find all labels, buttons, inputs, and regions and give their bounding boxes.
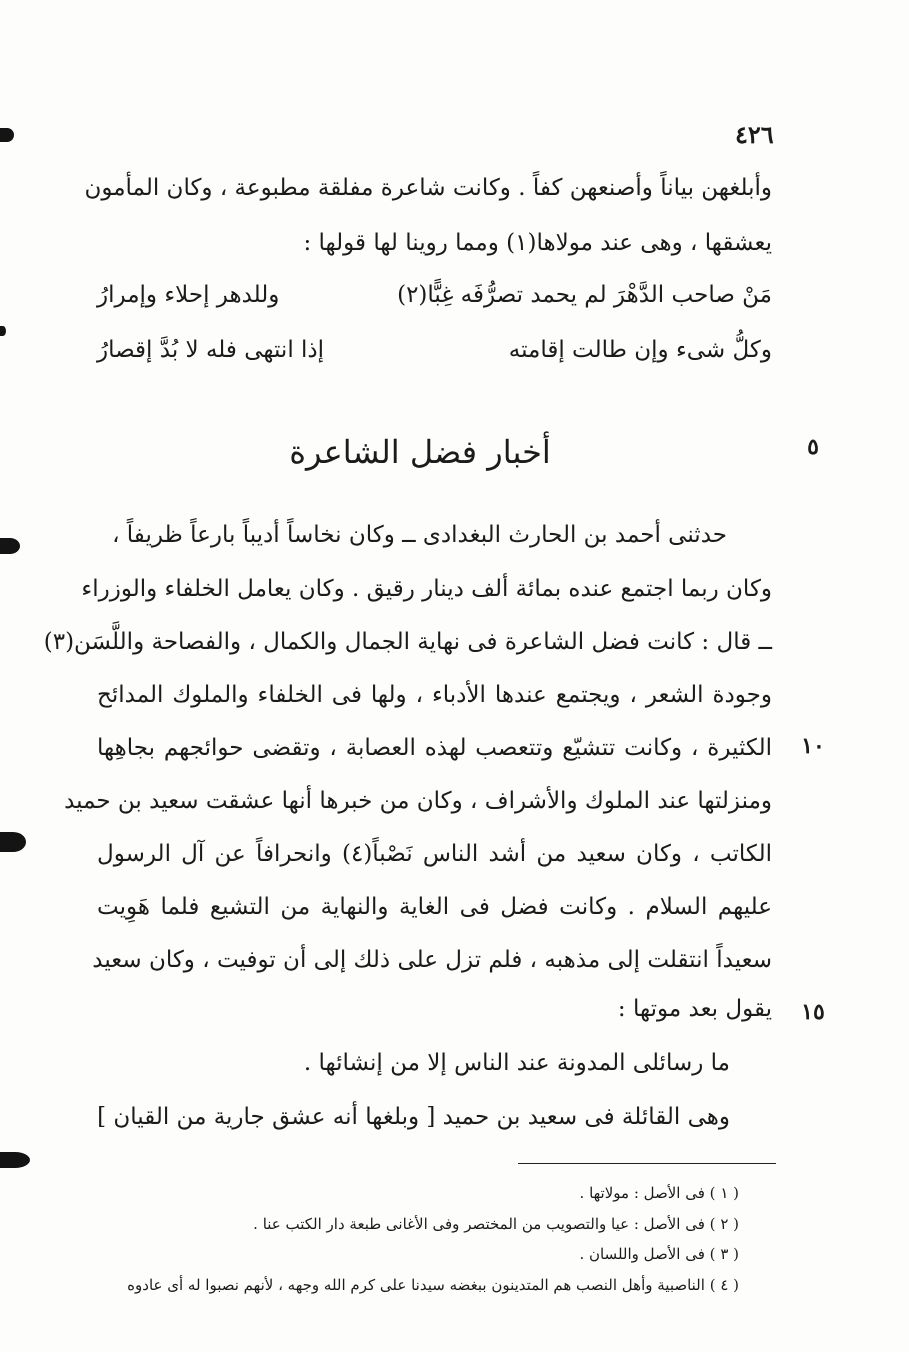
text-line: يعشقها ، وهى عند مولاها(١) ومما روينا لها قولها : (303, 230, 772, 256)
text-line: وهى القائلة فى سعيد بن حميد [ وبلغها أنه عشق جارية من القيان ] (97, 1104, 730, 1130)
text-line: يقول بعد موتها : (617, 996, 772, 1022)
line-number: ١٠ (801, 733, 825, 759)
margin-mark (0, 326, 6, 336)
verse-hemistich: إذا انتهى فله لا بُدَّ إقصارُ (97, 337, 325, 363)
footnote-divider (518, 1163, 776, 1164)
margin-mark (0, 538, 20, 554)
text-line: وأبلغهن بياناً وأصنعهن كفاً . وكانت شاعرة مفلقة مطبوعة ، وكان المأمون (84, 175, 772, 201)
poem-verse (97, 280, 772, 310)
section-title: أخبار فضل الشاعرة (289, 433, 551, 471)
poem-verse (97, 335, 772, 365)
page-number: ٤٢٦ (735, 120, 774, 149)
text-line: الكاتب ، وكان سعيد من أشد الناس نَصْباً(٤) وانحرافاً عن آل الرسول (97, 841, 772, 867)
text-line: حدثنى أحمد بن الحارث البغدادى ــ وكان نخاساً أديباً بارعاً ظريفاً ، (112, 522, 727, 548)
text-line: عليهم السلام . وكانت فضل فى الغاية والنهاية من التشيع فلما هَوِيت (97, 894, 772, 920)
footnote: ( ٢ ) فى الأصل : عيا والتصويب من المختصر وفى الأغانى طبعة دار الكتب عنا . (253, 1215, 739, 1233)
verse-hemistich: وللدهر إحلاء وإمرارُ (97, 282, 280, 308)
verse-hemistich: مَنْ صاحب الدَّهْرَ لم يحمد تصرُّفَه غِبًّا(٢) (397, 282, 772, 308)
text-line: سعيداً انتقلت إلى مذهبه ، فلم تزل على ذلك إلى أن توفيت ، وكان سعيد (92, 947, 772, 973)
line-number: ٥ (807, 434, 819, 460)
margin-mark (0, 128, 14, 142)
footnote: ( ٣ ) فى الأصل واللسان . (579, 1245, 739, 1263)
line-number: ١٥ (801, 999, 825, 1025)
margin-mark (0, 832, 26, 852)
footnote: ( ٤ ) الناصبية وأهل النصب هم المتدينون ببغضه سيدنا على كرم الله وجهه ، لأنهم نصبوا له أى عادوه (127, 1276, 739, 1294)
quoted-line: ما رسائلى المدونة عند الناس إلا من إنشائها . (303, 1050, 730, 1076)
verse-hemistich: وكلُّ شىء وإن طالت إقامته (508, 337, 772, 363)
text-line: وكان ربما اجتمع عنده بمائة ألف دينار رقيق . وكان يعامل الخلفاء والوزراء (81, 576, 772, 602)
footnote: ( ١ ) فى الأصل : مولاتها . (579, 1184, 739, 1202)
text-line: وجودة الشعر ، ويجتمع عندها الأدباء ، ولها فى الخلفاء والملوك المدائح (97, 682, 772, 708)
margin-mark (0, 1152, 30, 1168)
text-line: ــ قال : كانت فضل الشاعرة فى نهاية الجمال والكمال ، والفصاحة واللَّسَن(٣) (43, 629, 772, 655)
text-line: الكثيرة ، وكانت تتشيّع وتتعصب لهذه العصابة ، وتقضى حوائجهم بجاهِها (97, 735, 772, 761)
text-line: ومنزلتها عند الملوك والأشراف ، وكان من خبرها أنها عشقت سعيد بن حميد (64, 788, 772, 814)
